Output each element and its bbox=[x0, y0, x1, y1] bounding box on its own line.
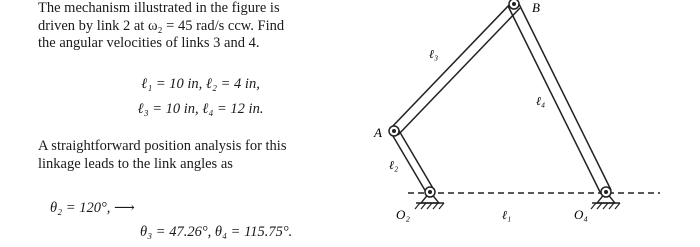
label-o2: O₂ bbox=[396, 207, 410, 222]
analysis-line-2: linkage leads to the link angles as bbox=[38, 155, 233, 172]
problem-intro bbox=[38, 0, 363, 53]
label-l3: ℓ₃ bbox=[429, 47, 439, 61]
label-o4: O₄ bbox=[574, 207, 588, 222]
label-a: A bbox=[374, 125, 382, 140]
linkage-diagram bbox=[360, 0, 700, 243]
label-l4: ℓ₄ bbox=[536, 94, 546, 108]
label-l1: ℓ₁ bbox=[502, 208, 512, 222]
link-lengths-line-1: ℓ₁ = 10 in, ℓ₂ = 4 in, bbox=[141, 76, 260, 92]
analysis-paragraph bbox=[38, 138, 363, 173]
label-b: B bbox=[532, 0, 540, 15]
link-4 bbox=[508, 2, 611, 194]
label-l2: ℓ₂ bbox=[389, 158, 399, 172]
analysis-line-1: A straightforward position analysis for this bbox=[38, 138, 287, 154]
link-lengths-line-2: ℓ₃ = 10 in, ℓ₄ = 12 in. bbox=[137, 101, 264, 117]
ground-pivot-o4 bbox=[591, 187, 620, 209]
linkage-figure bbox=[360, 0, 700, 243]
ground-pivot-o2 bbox=[415, 187, 444, 209]
theta3-theta4-equation: θ₃ = 47.26°, θ₄ = 115.75°. bbox=[140, 224, 293, 240]
joint-b bbox=[509, 0, 519, 9]
intro-line-2: driven by link 2 at ω₂ = 45 rad/s ccw. Find bbox=[38, 17, 285, 34]
theta2-equation: θ₂ = 120°, ⟶ bbox=[50, 200, 135, 216]
intro-line-1: The mechanism illustrated in the figure is bbox=[38, 0, 280, 16]
intro-line-3: the angular velocities of links 3 and 4. bbox=[38, 35, 260, 51]
joint-a bbox=[389, 126, 399, 136]
link-3 bbox=[390, 2, 520, 135]
